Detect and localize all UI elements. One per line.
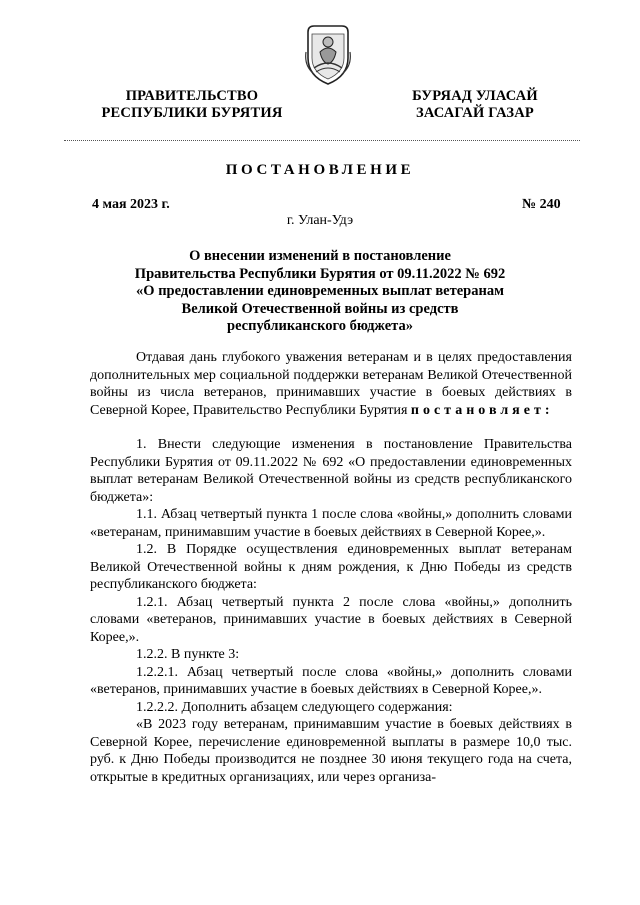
coat-of-arms-icon [304, 22, 352, 86]
title-line: О внесении изменений в постановление [189, 248, 451, 264]
document-date: 4 мая 2023 г. [92, 197, 170, 212]
org-ru-line-2: РЕСПУБЛИКИ БУРЯТИЯ [101, 105, 283, 121]
preamble-paragraph [90, 349, 572, 419]
organization-name-buryat [395, 88, 555, 122]
body-paragraph: 1. Внести следующие изменения в постановление Правительства Республики Бурятия от 09.11.2022 № 692 «О предоставлении единовременных выплат ветеранам Великой Отечественной войны из средств республиканского бюджета»: [90, 437, 572, 505]
body-paragraph: 1.1. Абзац четвертый пункта 1 после слова «войны,» дополнить словами «ветеранам, принимавшим участие в боевых действиях в Северной Корее,». [90, 507, 572, 540]
body-paragraph: 1.2. В Порядке осуществления единовременных выплат ветеранам Великой Отечественной войны к дням рождения, к Дню Победы из средств республиканского бюджета: [90, 542, 572, 592]
body-paragraph: 1.2.2. В пункте 3: [136, 647, 240, 662]
body-paragraph: 1.2.2.2. Дополнить абзацем следующего содержания: [136, 699, 453, 715]
title-line: «О предоставлении единовременных выплат ветеранам [136, 283, 504, 300]
body-paragraph: 1.2.2.1. Абзац четвертый после слова «войны,» дополнить словами «ветеранов, принимавших участие в боевых действиях в Северной Корее,». [90, 664, 572, 697]
document-title [90, 248, 550, 336]
org-bur-line-2: ЗАСАГАЙ ГАЗАР [416, 105, 534, 121]
body-paragraph: 1.2.1. Абзац четвертый пункта 2 после слова «войны,» дополнить словами «ветеранов, принимавших участие в боевых действиях в Северной Корее,». [90, 594, 572, 645]
org-ru-line-1: ПРАВИТЕЛЬСТВО [125, 88, 259, 104]
document-body [90, 349, 572, 786]
header-separator [64, 140, 580, 141]
preamble-text: Отдавая дань глубокого уважения ветеранам и в целях предоставления дополнительных мер социальной поддержки ветеранам Великой Отечественной войны из числа ветеранов, принимавших участие в боевых действиях в Северной Корее, Правительство Республики Бурятия [90, 350, 572, 418]
title-line: Правительства Республики Бурятия от 09.11.2022 № 692 [134, 265, 506, 282]
document-city: г. Улан-Удэ [286, 213, 354, 228]
organization-name-ru [92, 88, 292, 122]
decree-word: постановляет: [410, 402, 554, 418]
org-bur-line-1: БУРЯАД УЛАСАЙ [412, 88, 538, 104]
document-type: ПОСТАНОВЛЕНИЕ [225, 162, 415, 178]
body-paragraph: «В 2023 году ветеранам, принимавшим участие в боевых действиях в Северной Корее, перечисление единовременной выплаты в размере 10,0 тыс. руб. к Дню Победы производится не позднее 30 июня текущего года на счета, открытые в кредитных организациях, или через организа- [90, 717, 572, 785]
title-line: республиканского бюджета» [227, 318, 413, 335]
document-number: № 240 [522, 197, 561, 212]
title-line: Великой Отечественной войны из средств [181, 300, 459, 317]
